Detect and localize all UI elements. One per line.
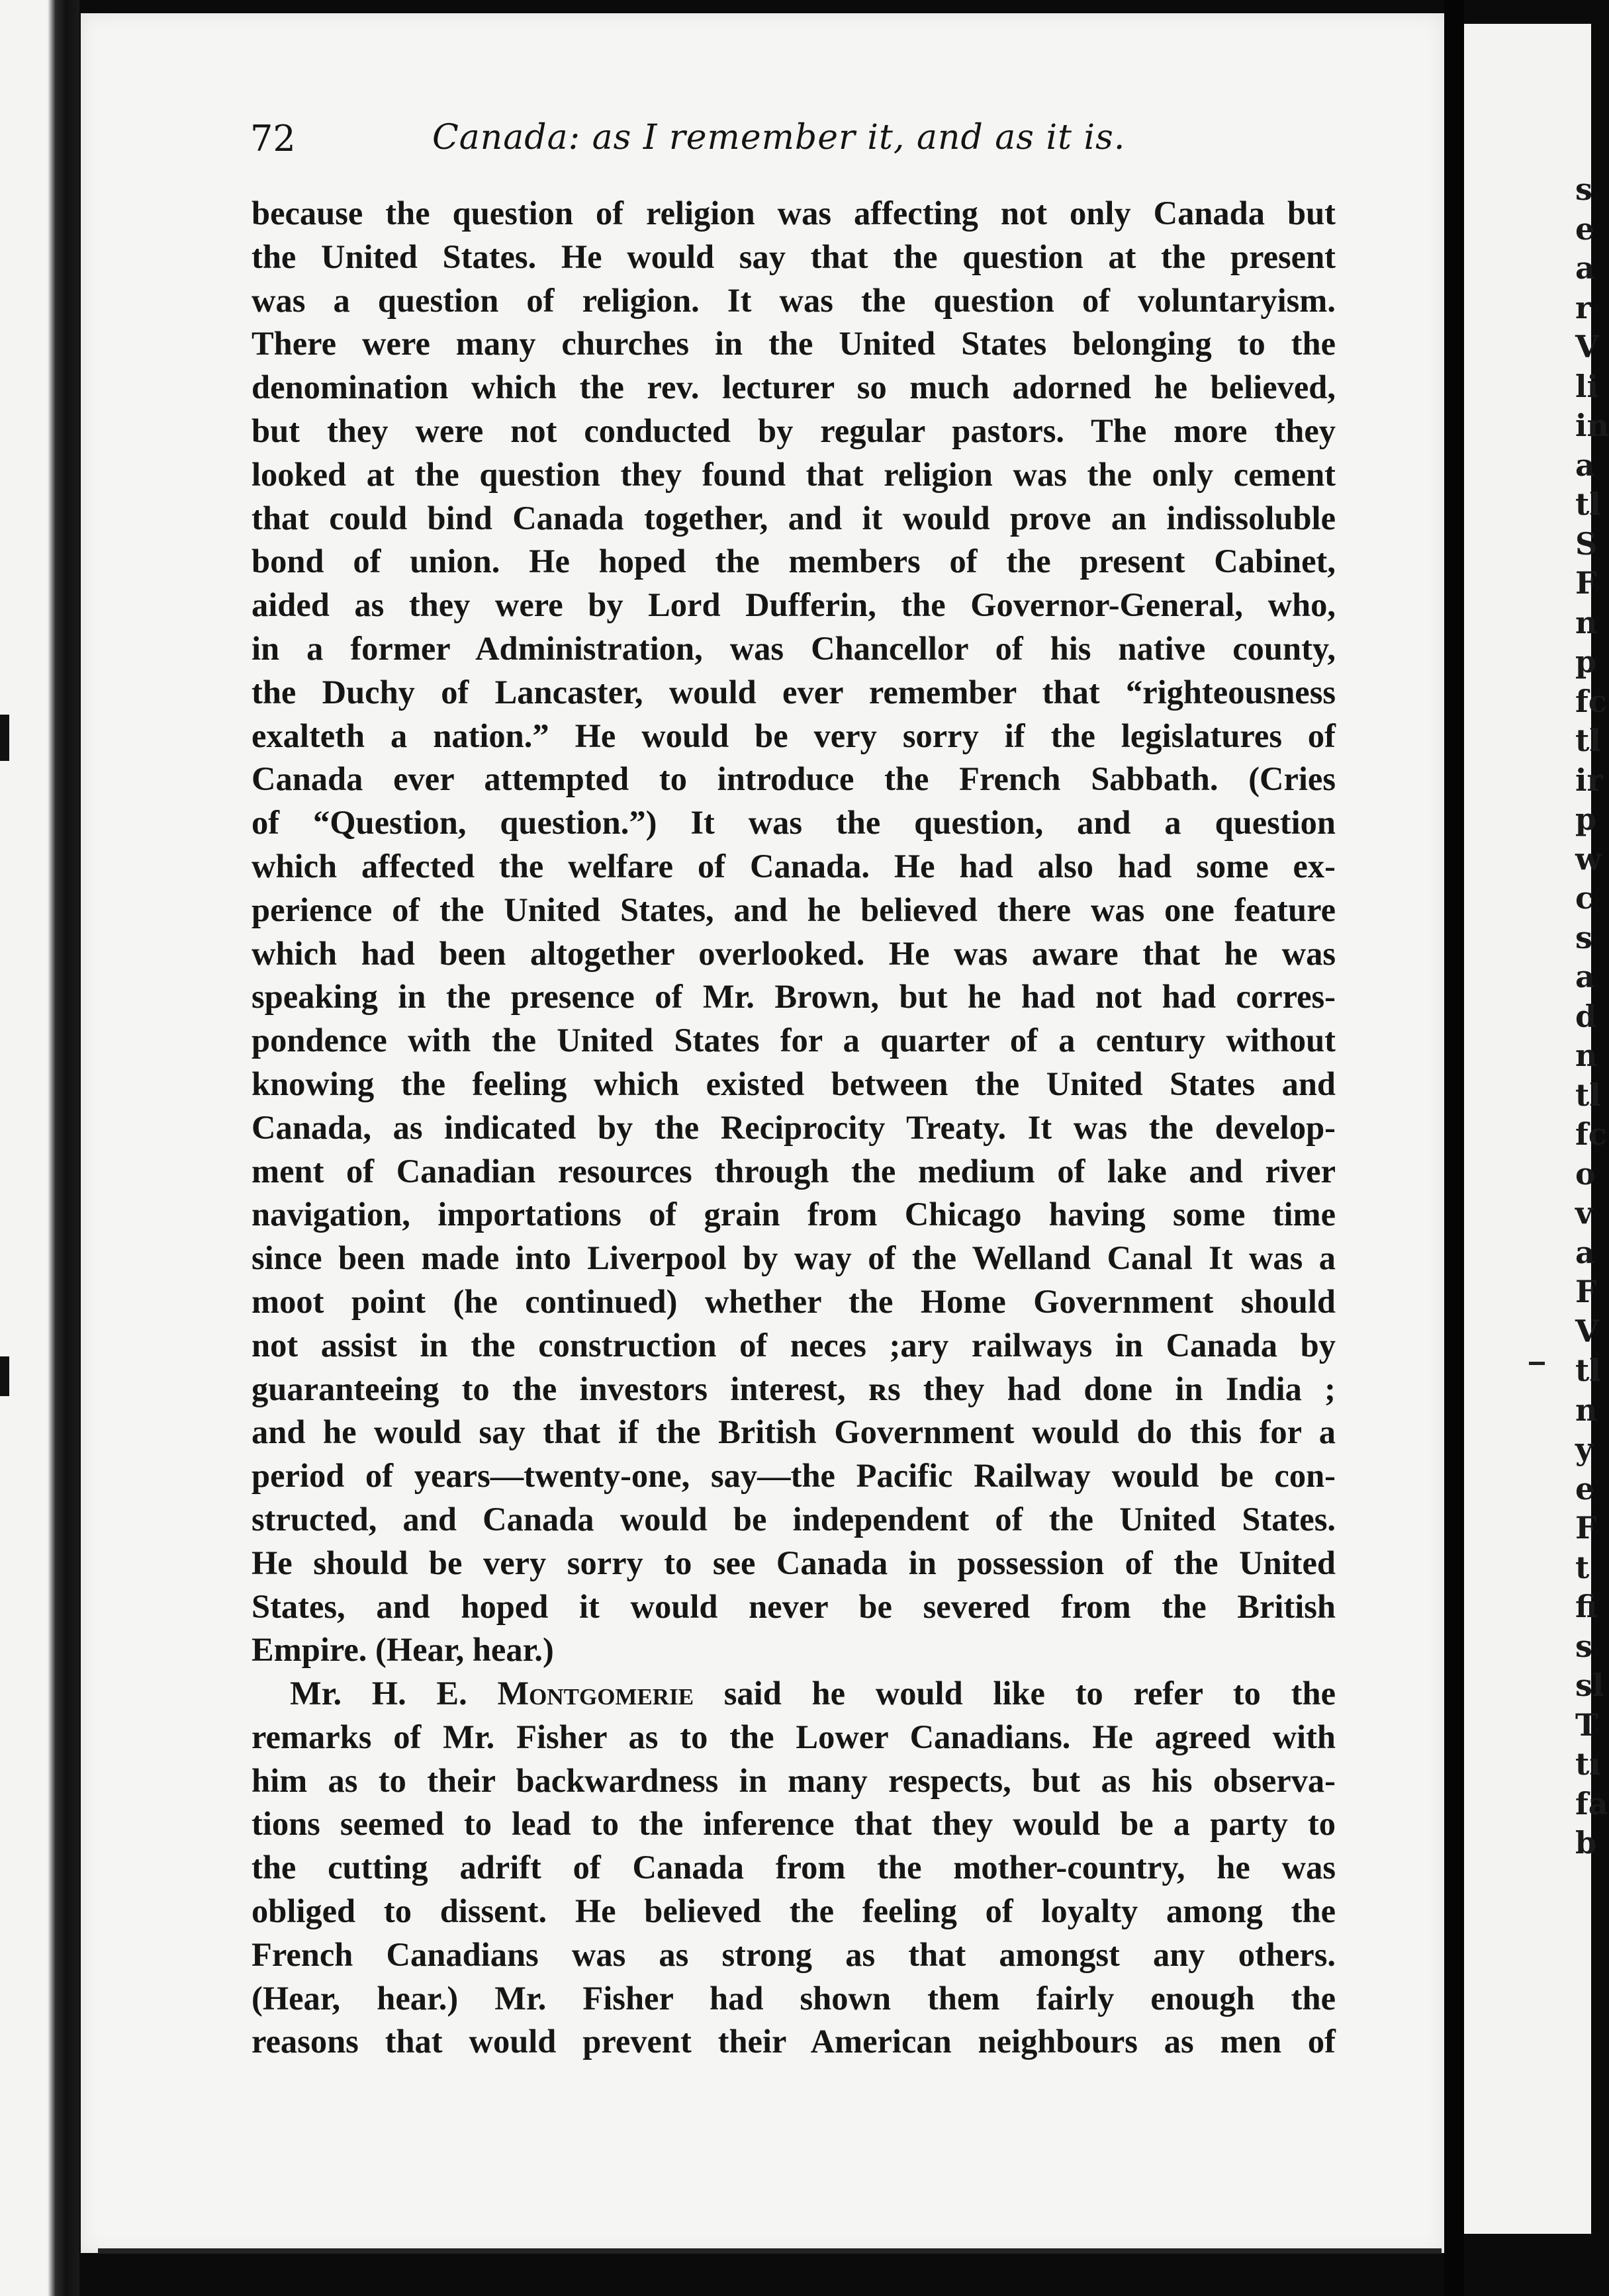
text-line: navigation, importations of grain from Chicago having some time (252, 1196, 1336, 1233)
next-page-fragment: v (1575, 1195, 1593, 1231)
page-bottom-edge (98, 2248, 1442, 2254)
text-line: not assist in the construction of neces ;ary railways in Canada by (252, 1326, 1336, 1364)
speaker-name: Montgomerie (497, 1675, 694, 1712)
text-line: since been made into Liverpool by way of the Welland Canal It was a (252, 1239, 1336, 1277)
text-line: knowing the feeling which existed between the United States and (252, 1065, 1336, 1102)
next-page-fragment: s (1575, 171, 1592, 207)
scanner-left-edge (0, 0, 79, 2296)
text-line: French Canadians was as strong as that amongst any others. (252, 1935, 1336, 1973)
text-line: was a question of religion. It was the question of voluntaryism. (252, 281, 1336, 319)
text-line: (Hear, hear.) Mr. Fisher had shown them fairly enough the (252, 1979, 1336, 2017)
next-page-fragment: a (1575, 959, 1595, 994)
text-line: but they were not conducted by regular pastors. The more they (252, 412, 1336, 449)
next-page-fragment: V (1575, 1313, 1599, 1349)
edge-mark (0, 715, 9, 761)
text-line: and he would say that if the British Government would do this for a (252, 1413, 1336, 1451)
text-line: exalteth a nation.” He would be very sorry if the legislatures of (252, 717, 1336, 754)
paragraph-2 (252, 1672, 1336, 2064)
text-line: which affected the welfare of Canada. He had also had some ex- (252, 847, 1336, 885)
text-line: There were many churches in the United States belonging to the (252, 325, 1336, 363)
next-page-fragment: F (1575, 1510, 1597, 1546)
text-line: guaranteeing to the investors interest, ʀs they had done in India ; (252, 1370, 1336, 1407)
text-line: the United States. He would say that the question at the present (252, 238, 1336, 275)
text-line (252, 1672, 1336, 1716)
text-line: reasons that would prevent their American neighbours as men of (252, 2023, 1336, 2060)
next-page-fragment: S (1575, 525, 1598, 562)
text-line: Canada, as indicated by the Reciprocity Treaty. It was the develop- (252, 1108, 1336, 1146)
page-gutter (1444, 0, 1464, 2296)
page-header (250, 118, 1336, 171)
text-line: looked at the question they found that religion was the only cement (252, 455, 1336, 493)
next-page-fragment: tı (1575, 1746, 1601, 1782)
next-page-fragment: tl (1575, 486, 1601, 522)
next-page-fragment: w (1575, 840, 1602, 877)
text-line: obliged to dissent. He believed the feeling of loyalty among the (252, 1892, 1336, 1930)
next-page-fragment: fi (1575, 1589, 1598, 1624)
text-line: speaking in the presence of Mr. Brown, but he had not had corres- (252, 978, 1336, 1016)
next-page-fragment: ir (1575, 762, 1603, 798)
text-line: which had been altogether overlooked. He was aware that he was (252, 934, 1336, 972)
text-line: denomination which the rev. lecturer so much adorned he believed, (252, 369, 1336, 406)
next-page-strip (1464, 24, 1609, 2234)
text-line: remarks of Mr. Fisher as to the Lower Canadians. He agreed with (252, 1718, 1336, 1755)
next-page-fragment: fc (1575, 683, 1607, 719)
next-page-fragment: tl (1575, 723, 1601, 758)
next-page-fragment: V (1575, 329, 1599, 365)
next-page-fragment: s (1575, 1628, 1592, 1664)
next-page-fragment: sl (1575, 1667, 1604, 1703)
next-page-fragment: p (1575, 801, 1597, 837)
next-page-fragment: tl (1575, 1077, 1601, 1113)
text-line: Canada ever attempted to introduce the French Sabbath. (Cries (252, 760, 1336, 798)
text-line: that could bind Canada together, and it would prove an indissoluble (252, 499, 1336, 537)
text-line: tions seemed to lead to the inference that they would be a party to (252, 1805, 1336, 1843)
next-page-fragment: s (1575, 919, 1592, 955)
next-page-fragment: d (1575, 998, 1597, 1034)
speaker-prefix: Mr. H. E. (290, 1675, 498, 1712)
next-page-fragment: F (1575, 1274, 1597, 1309)
next-page-fragment: n (1575, 1391, 1598, 1428)
next-page-fragment: n (1575, 1038, 1598, 1073)
paragraph-1 (252, 192, 1336, 1672)
next-page-fragment: b (1575, 1825, 1597, 1861)
text-line: States, and hoped it would never be severed from the British (252, 1587, 1336, 1625)
text-line: him as to their backwardness in many respects, but as his observa- (252, 1761, 1336, 1799)
text-line: because the question of religion was affecting not only Canada but (252, 195, 1336, 232)
edge-mark (0, 1356, 9, 1396)
text-line: of “Question, question.”) It was the question, and a question (252, 804, 1336, 842)
text-line: aided as they were by Lord Dufferin, the Governor-General, who, (252, 586, 1336, 624)
text-line: bond of union. He hoped the members of the present Cabinet, (252, 543, 1336, 580)
next-page-fragment: c (1575, 880, 1594, 916)
next-page-fragment: o (1575, 1155, 1596, 1192)
next-page-fragment: r (1575, 289, 1592, 326)
next-page-fragment: n (1575, 604, 1598, 640)
next-page-fragment: fa (1575, 1785, 1608, 1822)
next-page-fragment: fc (1575, 1116, 1607, 1152)
next-page-fragment: p (1575, 644, 1597, 680)
margin-dash-mark (1529, 1362, 1545, 1365)
page-number: 72 (250, 118, 296, 159)
next-page-fragment: T (1575, 1706, 1598, 1743)
next-page-fragment: a (1575, 250, 1595, 286)
speaker-line-rest: said he would like to refer to the (694, 1675, 1336, 1712)
text-line: the Duchy of Lancaster, would ever remember that “righteousness (252, 673, 1336, 711)
text-line: the cutting adrift of Canada from the mother-country, he was (252, 1849, 1336, 1886)
text-line: pondence with the United States for a quarter of a century without (252, 1022, 1336, 1059)
text-line: ment of Canadian resources through the medium of lake and river (252, 1152, 1336, 1190)
next-page-fragment: F (1575, 565, 1597, 601)
text-line: He should be very sorry to see Canada in possession of the United (252, 1544, 1336, 1581)
next-page-fragment: y (1575, 1431, 1593, 1467)
next-page-fragment: t (1575, 1549, 1590, 1585)
next-page-fragment: e (1575, 1470, 1595, 1507)
next-page-fragment: in (1575, 408, 1609, 443)
text-line: period of years—twenty-one, say—the Pacific Railway would be con- (252, 1457, 1336, 1495)
text-line: perience of the United States, and he believed there was one feature (252, 891, 1336, 928)
text-line: structed, and Canada would be independent of the United States. (252, 1500, 1336, 1538)
next-page-fragment: a (1575, 1234, 1595, 1270)
next-page-fragment: e (1575, 210, 1595, 247)
next-page-fragment: li (1575, 368, 1598, 404)
body-text (252, 192, 1336, 2064)
next-page-fragment: tl (1575, 1352, 1601, 1388)
text-line: in a former Administration, was Chancellor of his native county, (252, 629, 1336, 667)
running-title: Canada: as I remember it, and as it is. (432, 118, 1126, 157)
text-line: moot point (he continued) whether the Home Government should (252, 1282, 1336, 1320)
next-page-fragment: a (1575, 447, 1595, 483)
text-line: Empire. (Hear, hear.) (252, 1631, 554, 1669)
